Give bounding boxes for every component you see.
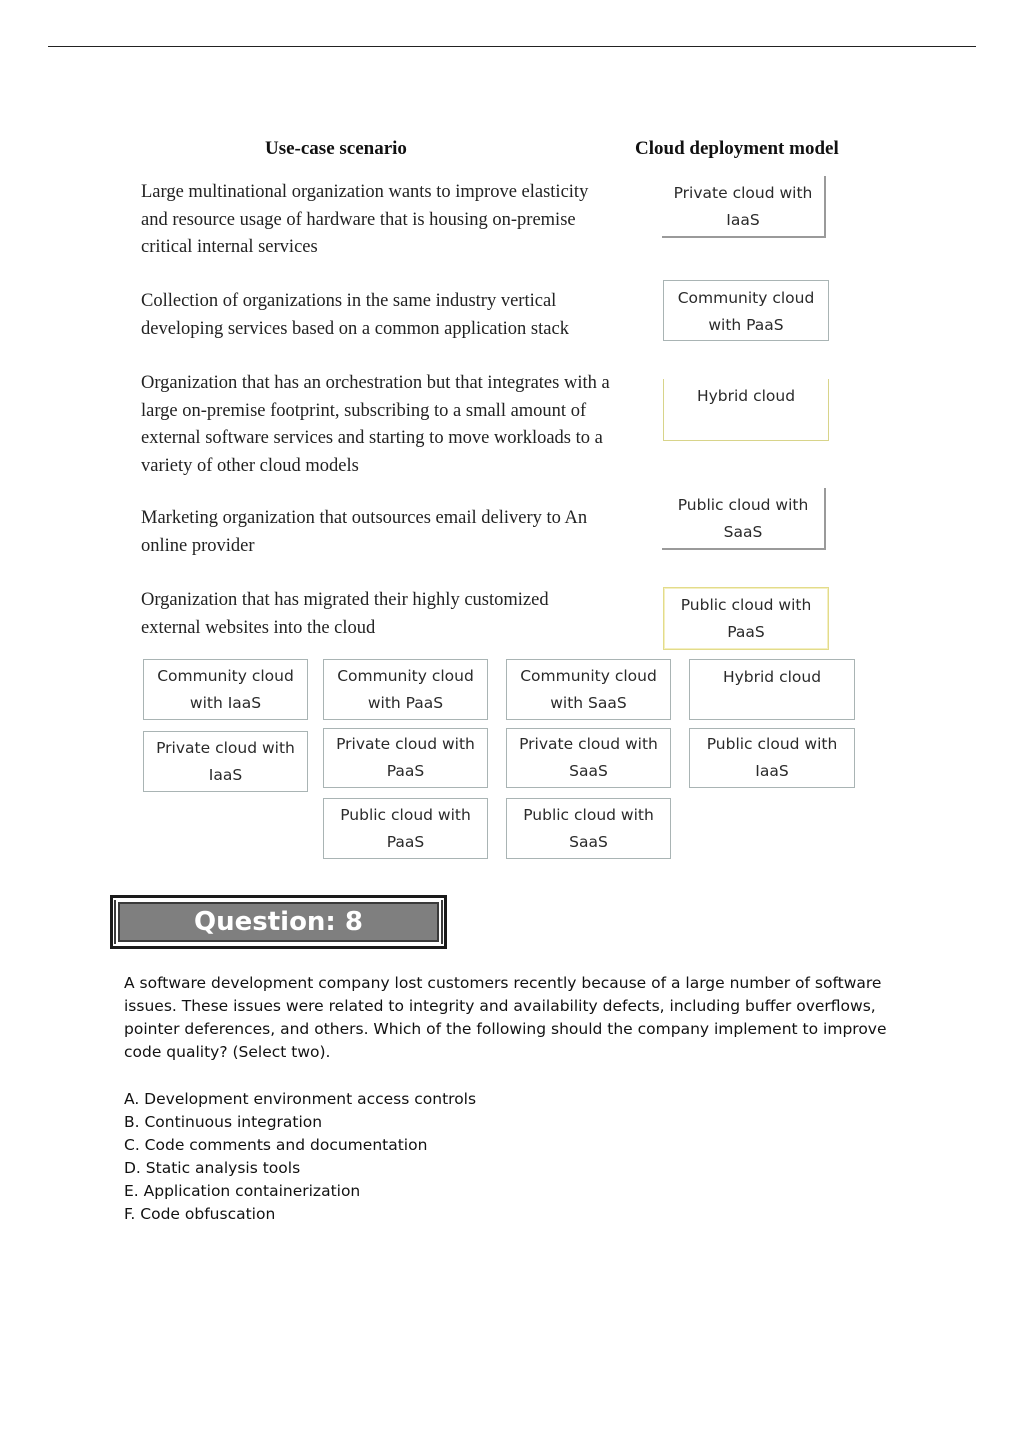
- header-frame-line-right: [441, 900, 443, 944]
- scenario-2-text: Collection of organizations in the same industry vertical developing services based on a common application stack: [141, 291, 569, 339]
- header-frame-line-left: [114, 900, 116, 944]
- answer-slot-1[interactable]: [662, 176, 826, 238]
- scenario-column-header: Use-case scenario: [265, 138, 407, 159]
- option-label: Private cloud with SaaS: [519, 735, 658, 780]
- answer-slot-5[interactable]: [663, 587, 829, 650]
- answer-option-e[interactable]: E. Application containerization: [124, 1182, 361, 1200]
- option-card-public-saas[interactable]: [506, 798, 671, 859]
- scenario-1-text: Large multinational organization wants to improve elasticity and resource usage of hardware that is housing on-premise critical internal services: [141, 182, 589, 257]
- option-card-community-saas[interactable]: [506, 659, 671, 720]
- answer-slot-2-label: Community cloud with PaaS: [677, 289, 815, 334]
- answer-slot-3[interactable]: [663, 379, 829, 441]
- option-card-private-saas[interactable]: [506, 728, 671, 788]
- model-column-header: Cloud deployment model: [635, 138, 839, 159]
- answer-slot-4-label: Public cloud with SaaS: [677, 496, 809, 541]
- answer-slot-2[interactable]: [663, 280, 829, 341]
- option-card-public-iaas[interactable]: [689, 728, 855, 788]
- option-label: Public cloud with PaaS: [340, 805, 471, 851]
- option-card-public-paas[interactable]: [323, 798, 488, 859]
- question-header: [110, 895, 447, 949]
- option-label: Community cloud with IaaS: [157, 666, 294, 712]
- option-card-private-paas[interactable]: [323, 728, 488, 788]
- answer-slot-1-label: Private cloud with IaaS: [673, 184, 813, 229]
- option-label: Public cloud with IaaS: [706, 735, 838, 780]
- option-label: Public cloud with SaaS: [523, 805, 654, 851]
- scenario-3-text: Organization that has an orchestration but that integrates with a large on-premise footprint, subscribing to a small amount of external software services and starting to move workloads to a variety of other cloud models: [141, 373, 610, 476]
- answer-option-b[interactable]: B. Continuous integration: [124, 1113, 323, 1131]
- question-title: Question: 8: [118, 902, 439, 942]
- option-label: Private cloud with PaaS: [336, 735, 475, 780]
- answer-slot-3-label: Hybrid cloud: [696, 387, 796, 405]
- answer-slot-4[interactable]: [662, 488, 826, 550]
- answer-option-d[interactable]: D. Static analysis tools: [124, 1159, 301, 1177]
- option-label: Private cloud with IaaS: [156, 738, 295, 784]
- option-label: Hybrid cloud: [722, 668, 822, 686]
- answer-option-c[interactable]: C. Code comments and documentation: [124, 1136, 428, 1154]
- option-card-hybrid[interactable]: [689, 659, 855, 720]
- scenario-4-text: Marketing organization that outsources email delivery to An online provider: [141, 508, 588, 556]
- question-text: A software development company lost customers recently because of a large number of software issues. These issues were related to integrity and availability defects, including buffer overflows, pointer deferences, and others. Which of the following should the company implement to improve code quality? (Select two).: [124, 974, 887, 1061]
- answer-option-a[interactable]: A. Development environment access controls: [124, 1090, 477, 1108]
- option-label: Community cloud with PaaS: [337, 666, 474, 712]
- option-label: Community cloud with SaaS: [520, 666, 657, 712]
- scenario-5-text: Organization that has migrated their highly customized external websites into the cloud: [141, 590, 549, 638]
- option-card-private-iaas[interactable]: [143, 731, 308, 792]
- answer-option-f[interactable]: F. Code obfuscation: [124, 1205, 276, 1223]
- option-card-community-paas[interactable]: [323, 659, 488, 720]
- option-card-community-iaas[interactable]: [143, 659, 308, 720]
- answer-slot-5-label: Public cloud with PaaS: [680, 595, 812, 641]
- top-rule: [48, 46, 976, 47]
